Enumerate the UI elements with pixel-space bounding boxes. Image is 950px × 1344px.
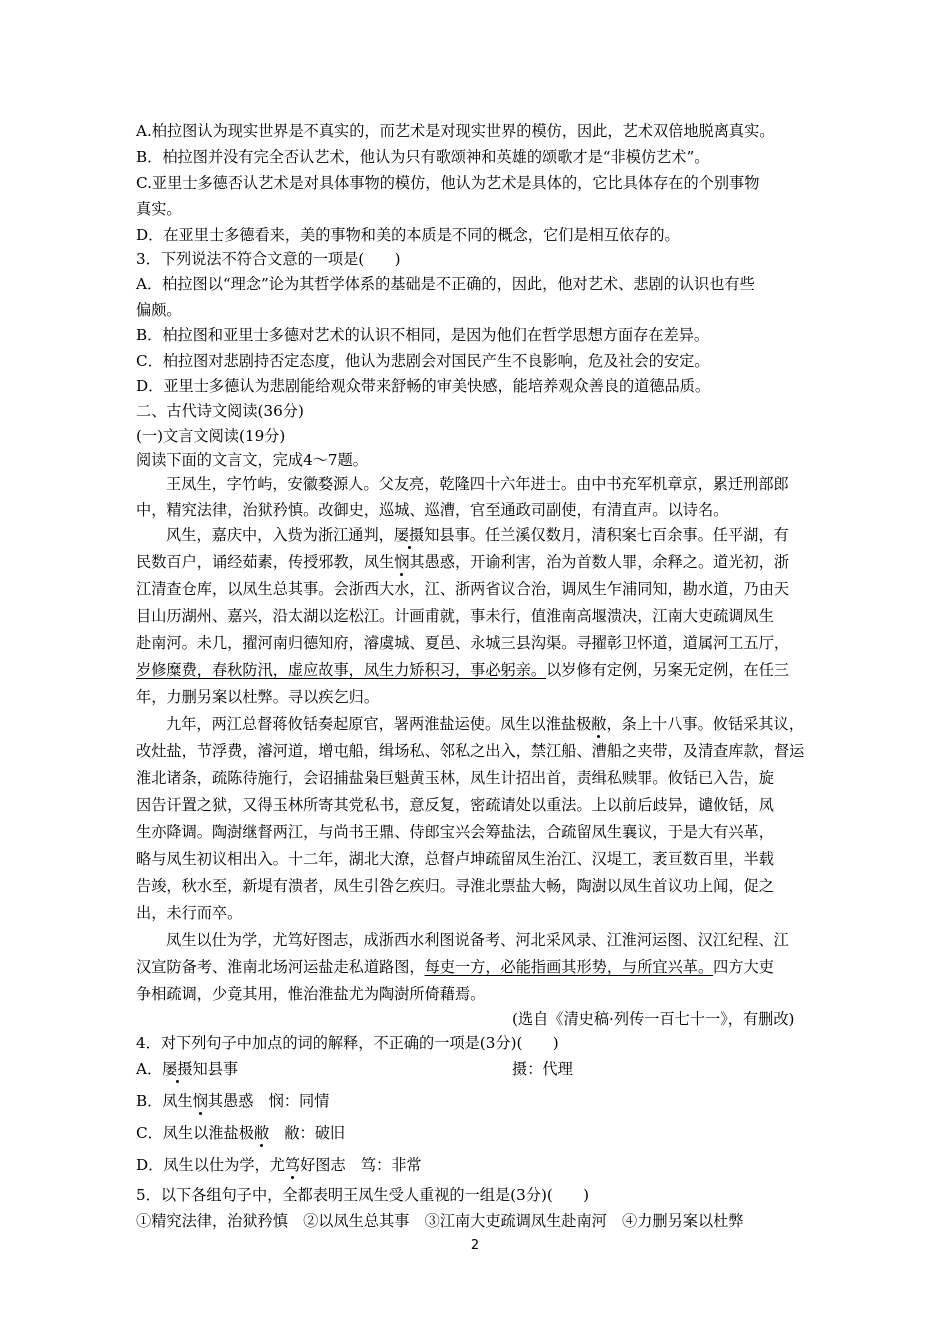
question-5-choices: ①精究法律，治狱矜慎 ②以凤生总其事 ③江南大吏疏调凤生赴南河 ④力删另案以杜弊: [136, 1212, 744, 1230]
text-line: C.亚里士多德否认艺术是对具体事物的模仿，他认为艺术是具体的，它比具体存在的个别事物: [136, 174, 760, 192]
question-5: 5．以下各组句子中，全都表明王凤生受人重视的一组是(3分)( ): [136, 1186, 590, 1204]
option-b: B．凤生悯其愚惑 悯：同情: [136, 1092, 330, 1110]
text-line: A．柏拉图以“理念”论为其哲学体系的基础是不正确的，因此，他对艺术、悲剧的认识也有些: [136, 275, 755, 293]
underlined-sentence: 每吏一方，必能指画其形势，与所宜兴革。: [424, 958, 714, 976]
passage-line: 凤生以仕为学，尤笃好图志，成浙西水利图说备考、河北采风录、江淮河运图、汉江纪程、江: [166, 931, 789, 949]
text-line: 真实。: [136, 200, 182, 218]
instruction: 阅读下面的文言文，完成4～7题。: [136, 451, 368, 469]
passage-line: 中，精究法律，治狱矜慎。改御史，巡城、巡漕，官至通政司副使，有清直声。以诗名。: [136, 501, 729, 519]
question-4: 4．对下列句子中加点的词的解释，不正确的一项是(3分)( ): [136, 1034, 559, 1052]
dotted-word: 屡摄: [393, 526, 425, 544]
dotted-word: 屡摄: [162, 1060, 193, 1078]
option-d: D．凤生以仕为学，尤笃好图志 笃：非常: [136, 1156, 422, 1174]
dotted-word: 悯: [192, 1092, 208, 1110]
passage-line: 出，未行而卒。: [136, 904, 243, 922]
passage-line: 民数百户，诵经茹素，传授邪教，凤生悯其愚惑，开谕利害，治为首数人罪，余释之。道光初，浙: [136, 553, 790, 571]
text-line: D．亚里士多德认为悲剧能给观众带来舒畅的审美快感，能培养观众善良的道德品质。: [136, 377, 711, 395]
passage-line: 风生，嘉庆中，入赀为浙江通判，屡摄知县事。任兰溪仅数月，清积案七百余事。任平湖，有: [166, 526, 789, 544]
passage-line: 汉宣防备考、淮南北场河运盐走私道路图，每吏一方，必能指画其形势，与所宜兴革。四方大吏: [136, 958, 774, 976]
text-line: A.柏拉图认为现实世界是不真实的，而艺术是对现实世界的模仿，因此，艺术双倍地脱离真实。: [136, 122, 775, 140]
passage-line: 因告讦置之狱，又得玉林所寄其党私书，意反复，密疏请处以重法。上以前后歧异，谴攸铦，凤: [136, 796, 774, 814]
passage-line: 江清查仓库，以凤生总其事。会浙西大水，江、浙两省议合治，调凤生乍浦同知，勘水道，乃由天: [136, 580, 790, 598]
passage-line: 目山历湖州、嘉兴，沿太湖以迄松江。计画甫就，事未行，值淮南高堰溃决，江南大吏疏调凤生: [136, 607, 774, 625]
text-line: B．柏拉图和亚里士多德对艺术的认识不相同，是因为他们在哲学思想方面存在差异。: [136, 326, 710, 344]
subsection-heading: (一)文言文阅读(19分): [136, 427, 286, 445]
passage-line: 生亦降调。陶澍继督两江，与尚书王鼎、侍郎宝兴会筹盐法，合疏留凤生襄议，于是大有兴革，: [136, 823, 774, 841]
passage-line: 改灶盐，节浮费，濬河道，增屯船，缉场私、邻私之出入，禁江船、漕船之夹带，及清查库款，督运: [136, 742, 805, 760]
question-3: 3．下列说法不符合文意的一项是( ): [136, 250, 401, 268]
passage-line: 王凤生，字竹屿，安徽婺源人。父友亮，乾隆四十六年进士。由中书充军机章京，累迁刑部郎: [166, 475, 789, 493]
passage-line: 年，力删另案以杜弊。寻以疾乞归。: [136, 688, 379, 706]
passage-line: 争相疏调，少竟其用，惟治淮盐尤为陶澍所倚藉焉。: [136, 985, 486, 1003]
underlined-sentence: 岁修糜费，春秋防汛，虚应故事，凤生力矫积习，事必躬亲。: [136, 661, 547, 679]
source-citation: (选自《清史稿·列传一百七十一》，有删改): [512, 1010, 795, 1028]
option-a: A．屡摄知县事: [136, 1060, 239, 1078]
passage-line: 九年，两江总督蒋攸铦奏起原官，署两淮盐运使。凤生以淮盐极敝，条上十八事。攸铦采其议，: [166, 715, 804, 733]
dotted-word: 悯: [394, 553, 410, 571]
page-number: 2: [470, 1238, 480, 1253]
dotted-word: 敝: [253, 1124, 270, 1142]
passage-line: 告竣，秋水至，新堤有溃者，凤生引咎乞疾归。寻淮北票盐大畅，陶澍以凤生首议功上闻，促之: [136, 877, 774, 895]
text-line: C．柏拉图对悲剧持否定态度，他认为悲剧会对国民产生不良影响，危及社会的安定。: [136, 352, 710, 370]
text-line: D．在亚里士多德看来，美的事物和美的本质是不同的概念，它们是相互依存的。: [136, 226, 680, 244]
passage-line: 略与凤生初议相出入。十二年，湖北大潦，总督卢坤疏留凤生治江、汉堤工，袤亘数百里，半载: [136, 850, 774, 868]
option-a-gloss: 摄：代理: [512, 1060, 573, 1078]
section-heading: 二、古代诗文阅读(36分): [136, 402, 304, 420]
passage-line: 赴南河。未几，擢河南归德知府，濬虞城、夏邑、永城三县沟渠。寻擢彰卫怀道，道属河工五厅，: [136, 634, 790, 652]
passage-line: 淮北诸条，疏陈待施行，会诏捕盐枭巨魁黄玉林，凤生计招出首，责缉私赎罪。攸铦已入告，旋: [136, 769, 774, 787]
option-c: C．凤生以淮盐极敝 敝：破旧: [136, 1124, 346, 1142]
dotted-word: 笃: [284, 1156, 301, 1174]
text-line: 偏颇。: [136, 301, 182, 319]
dotted-word: 敝: [591, 715, 607, 733]
text-line: B．柏拉图并没有完全否认艺术，他认为只有歌颂神和英雄的颂歌才是“非模仿艺术”。: [136, 148, 710, 166]
passage-line: 岁修糜费，春秋防汛，虚应故事，凤生力矫积习，事必躬亲。以岁修有定例，另案无定例，在任三: [136, 661, 790, 679]
